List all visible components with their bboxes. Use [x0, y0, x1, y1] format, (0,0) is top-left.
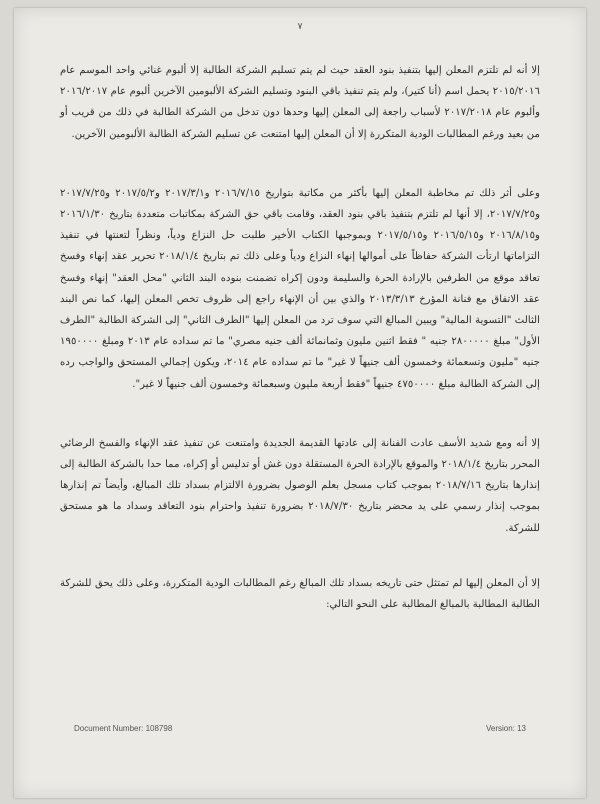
- paragraph-1: إلا أنه لم تلتزم المعلن إليها بتنفيذ بنود العقد حيث لم يتم تسليم الشركة الطالبة إلا ألبوم غنائي واحد الموسم عام ٢٠١٥/٢٠١٦ يحمل اسم (أنا كتير)، ولم يتم تنفيذ باقي البنود وتسليم الشركة الألبومين الآخرين ألبوم عام ٢٠١٦/٢٠١٧ وألبوم عام ٢٠١٧/٢٠١٨ لأسباب راجعة إلى المعلن إليها وحدها دون تدخل من الشركة الطالبة في ذلك من قريب أو من بعيد ورغم المطالبات الودية المتكررة إلا أن المعلن إليها امتنعت عن تسليم الشركة الطالبة الألبومين الآخرين.: [60, 65, 540, 140]
- page-footer: [74, 724, 526, 733]
- document-page: [14, 8, 586, 798]
- paragraph-4: إلا أن المعلن إليها لم تمتثل حتى تاريخه بسداد تلك المبالغ رغم المطالبات الودية المتكررة، وعلى ذلك يحق للشركة الطالبة المطالبة بالمبالغ المطالبة على النحو التالي:: [60, 577, 540, 611]
- page-number: ٧: [297, 22, 303, 32]
- document-number: Document Number: 108798: [74, 724, 173, 733]
- document-body: [60, 60, 540, 653]
- document-version: Version: 13: [485, 724, 526, 733]
- paragraph-3: إلا أنه ومع شديد الأسف عادت الفنانة إلى عادتها القديمة الجديدة وامتنعت عن تنفيذ عقد الإنهاء والفسخ الرضائي المحرر بتاريخ ٢٠١٨/١/٤ والموقع بالإرادة الحرة المستقلة دون غش أو تدليس أو إكراه، مما حدا بالشركة الطالبة إلى إنذارها بتاريخ ٢٠١٨/٧/١٦ بموجب كتاب مسجل بعلم الوصول بضرورة الالتزام بسداد تلك المبالغ، وأيضاً تم إنذارها بموجب إنذار رسمي على يد محضر بتاريخ ٢٠١٨/٧/٣٠ بضرورة تنفيذ واحترام بنود التعاقد وسداد ما هو مستحق للشركة.: [60, 437, 540, 534]
- paragraph-2: وعلى أثر ذلك تم مخاطبة المعلن إليها بأكثر من مكاتبة بتواريخ ٢٠١٦/٧/١٥ و٢٠١٧/٣/١ و٢٠١٧/٥/٢ و٢٠١٧/٧/٢٥ و٢٠١٧/٧/٢٥، إلا أنها لم تلتزم بتنفيذ باقي بنود العقد، وقامت باقي حق الشركة بمكاتبات متعددة بتاريخ ٢٠١٦/١/٣٠ و٢٠١٦/٨/١٥ و٢٠١٦/٥/١٥ و٢٠١٧/٥/١٥ وبموجبها الكتاب الأخير طلبت حل النزاع ودياً، ونظراً لتعنتها في تنفيذ التزاماتها ارتأت الشركة حفاظاً على أموالها إنهاء النزاع ودياً وعلى ذلك تم بتاريخ ٢٠١٨/١/٤ تحرير عقد إنهاء وفسخ تعاقد موقع من الطرفين بالإرادة الحرة والسليمة ودون إكراه تضمنت بنوده البند الثاني "محل العقد" إنهاء وفسخ عقد الاتفاق مع فنانة المؤرخ ٢٠١٣/٣/١٣ والذي بين أن الإنهاء راجع إلى ظروف تخص المعلن إليها، كما نص البند الثالث "التسوية المالية" ويبين المبالغ التي سوف ترد من المعلن إليها "الطرف الثاني" إلى الشركة الطالبة "الطرف الأول" مبلغ ٢٨٠٠٠٠٠ جنيه " فقط اثنين مليون وثمانمائة ألف جنيه مصري" ما تم سداده عام ٢٠١٣ ومبلغ ١٩٥٠٠٠٠ جنيه "مليون وتسعمائة وخمسون ألف جنيهاً لا غير" ما تم سداده عام ٢٠١٤، ويكون إجمالي المستحق والواجب رده إلى الشركة الطالبة مبلغ ٤٧٥٠٠٠٠ جنيهاً "فقط أربعة مليون وسبعمائة وخمسون ألف جنيهاً لا غير".: [60, 187, 541, 390]
